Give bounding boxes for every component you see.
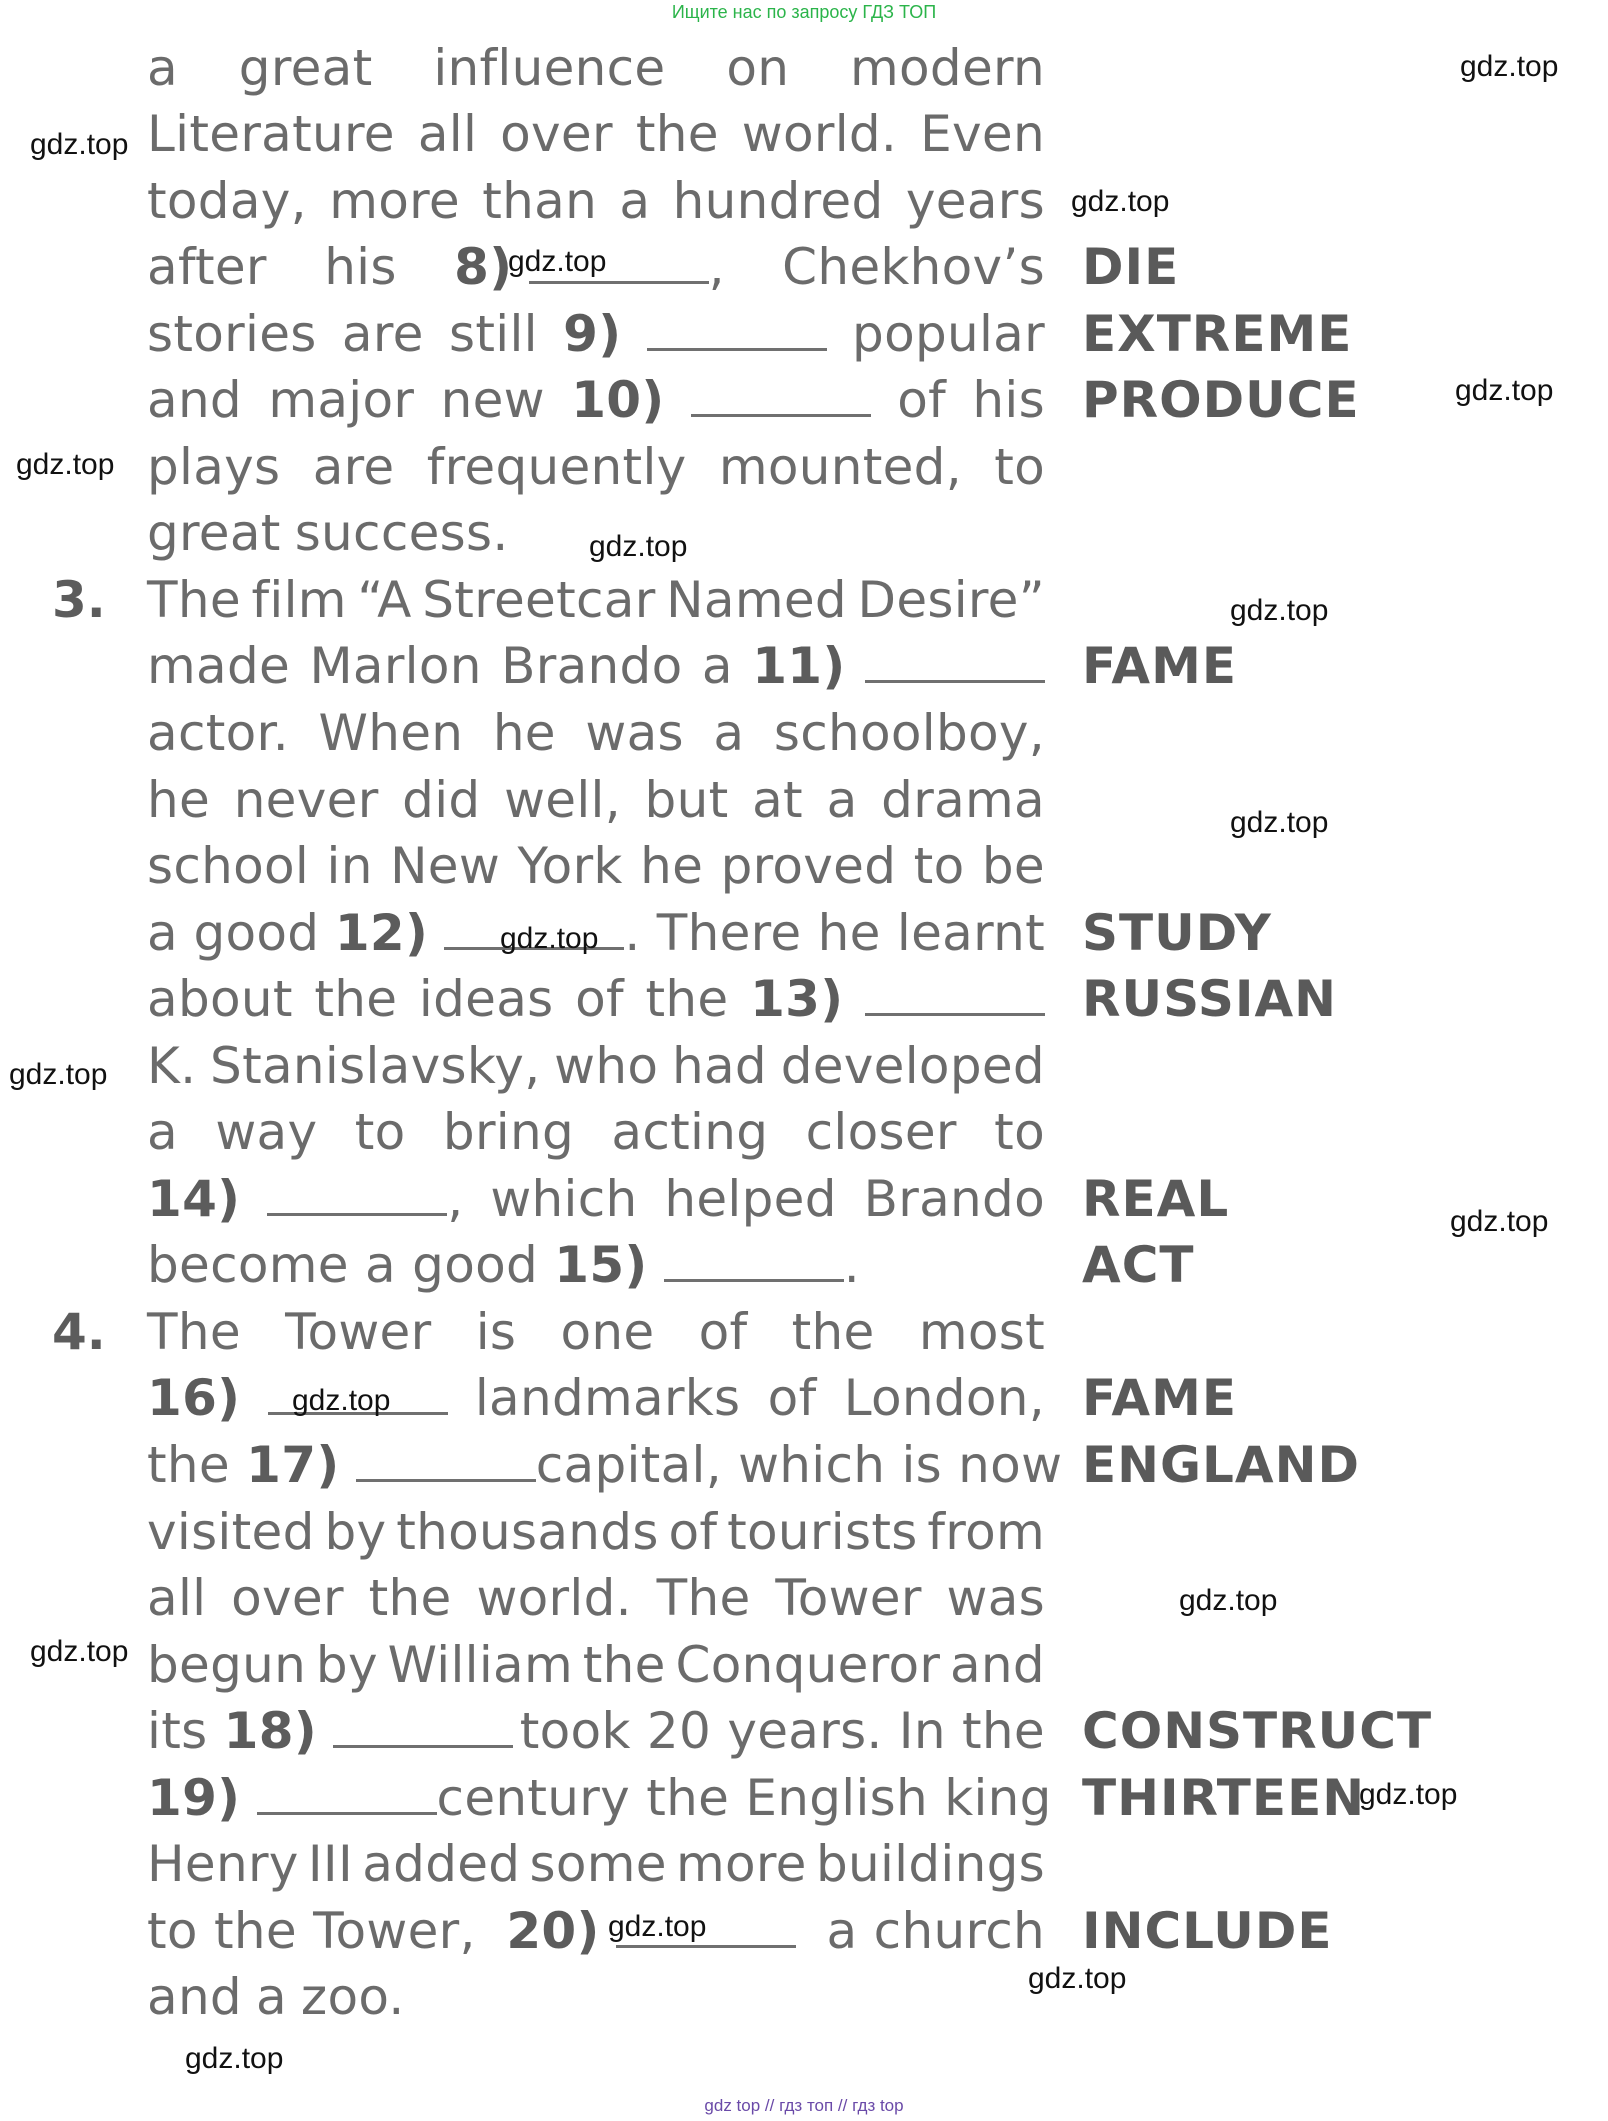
word: on bbox=[726, 39, 790, 97]
word: the bbox=[582, 1636, 666, 1694]
word: was bbox=[946, 1569, 1045, 1627]
word: New bbox=[390, 837, 501, 895]
text-line-2 bbox=[147, 104, 1045, 164]
word: influence bbox=[433, 39, 666, 97]
text-line-18 bbox=[147, 1169, 1045, 1229]
word: the bbox=[314, 970, 398, 1028]
word: mounted, bbox=[718, 438, 962, 496]
word: closer bbox=[805, 1103, 957, 1161]
word: world. bbox=[741, 105, 898, 163]
word: plays bbox=[147, 438, 281, 496]
text-line-7 bbox=[147, 437, 1045, 497]
word: all bbox=[147, 1569, 207, 1627]
answer-blank-18[interactable] bbox=[333, 1701, 513, 1748]
word: over bbox=[231, 1569, 344, 1627]
word: he bbox=[640, 837, 704, 895]
word: more bbox=[676, 1835, 807, 1893]
answer-blank-13[interactable] bbox=[865, 969, 1045, 1016]
text-line-5 bbox=[147, 304, 1045, 364]
punctuation: , bbox=[447, 1170, 464, 1228]
word: Tower bbox=[285, 1303, 432, 1361]
answer-blank-11[interactable] bbox=[865, 636, 1045, 683]
word: “A bbox=[357, 571, 412, 629]
watermark: gdz.top bbox=[185, 2042, 284, 2075]
text-fragment: a church bbox=[826, 1902, 1045, 1960]
watermark: gdz.top bbox=[1179, 1584, 1278, 1617]
gap-number: 11) bbox=[752, 637, 846, 695]
word: The bbox=[656, 1569, 751, 1627]
word: had bbox=[671, 1037, 767, 1095]
word: one bbox=[560, 1303, 655, 1361]
word: Stanislavsky, bbox=[210, 1037, 541, 1095]
text-line-16 bbox=[147, 1036, 1045, 1096]
word: about bbox=[147, 970, 293, 1028]
keyword-produce: PRODUCE bbox=[1082, 371, 1360, 429]
word: its bbox=[147, 1702, 208, 1760]
word: film bbox=[251, 571, 347, 629]
text-fragment: to the Tower, bbox=[147, 1902, 476, 1960]
word: acting bbox=[611, 1103, 769, 1161]
watermark: gdz.top bbox=[1359, 1778, 1458, 1811]
watermark: gdz.top bbox=[1071, 185, 1170, 218]
gap-number: 20) bbox=[506, 1902, 600, 1960]
word: well, bbox=[504, 771, 621, 829]
word: some bbox=[529, 1835, 667, 1893]
word: Streetcar bbox=[422, 571, 656, 629]
text-fragment: become a good bbox=[147, 1236, 539, 1294]
watermark: gdz.top bbox=[292, 1384, 391, 1417]
text-line-13 bbox=[147, 836, 1045, 896]
word: Brando bbox=[863, 1170, 1045, 1228]
watermark: gdz.top bbox=[30, 1635, 129, 1668]
gap-18 bbox=[147, 1701, 513, 1761]
text-line-29 bbox=[147, 1901, 1045, 1961]
word: but bbox=[644, 771, 729, 829]
word: great bbox=[147, 504, 281, 562]
word: zoo. bbox=[300, 1968, 405, 2026]
word: the bbox=[645, 970, 729, 1028]
word: Henry bbox=[147, 1835, 299, 1893]
word: was bbox=[585, 704, 684, 762]
text-line-10 bbox=[147, 636, 1045, 696]
word: success. bbox=[294, 504, 509, 562]
gap-12 bbox=[335, 903, 1045, 963]
word: who bbox=[554, 1037, 659, 1095]
top-banner[interactable]: Ищите нас по запросу ГДЗ ТОП bbox=[671, 2, 937, 22]
exercise-number-3: 3. bbox=[52, 571, 106, 629]
answer-blank-17[interactable] bbox=[356, 1435, 536, 1482]
word: his bbox=[972, 371, 1045, 429]
text-line-30 bbox=[147, 1967, 1045, 2027]
gap-number: 10) bbox=[571, 371, 665, 429]
word: to bbox=[994, 438, 1045, 496]
word: be bbox=[981, 837, 1045, 895]
punctuation: , bbox=[708, 238, 725, 296]
word: the bbox=[368, 1569, 452, 1627]
word: all bbox=[417, 105, 478, 163]
word: stories bbox=[147, 305, 317, 363]
word: of bbox=[698, 1303, 748, 1361]
word: than bbox=[482, 172, 598, 230]
word: of bbox=[767, 1369, 817, 1427]
text-fragment: century the English king bbox=[436, 1769, 1052, 1827]
word: of bbox=[668, 1503, 718, 1561]
word: at bbox=[752, 771, 803, 829]
word: Marlon bbox=[309, 637, 482, 695]
word: added bbox=[362, 1835, 521, 1893]
text-fragment: . There he learnt bbox=[624, 904, 1045, 962]
word: Even bbox=[920, 105, 1045, 163]
gap-number: 18) bbox=[223, 1702, 317, 1760]
word: a bbox=[255, 1968, 287, 2026]
word: is bbox=[475, 1303, 517, 1361]
word: popular bbox=[852, 305, 1045, 363]
word: thousands bbox=[396, 1503, 659, 1561]
word: way bbox=[215, 1103, 318, 1161]
watermark: gdz.top bbox=[589, 530, 688, 563]
watermark: gdz.top bbox=[1230, 594, 1329, 627]
word: years bbox=[905, 172, 1045, 230]
watermark: gdz.top bbox=[16, 448, 115, 481]
word: landmarks bbox=[474, 1369, 741, 1427]
word: school bbox=[147, 837, 310, 895]
word: ideas bbox=[418, 970, 554, 1028]
word: are bbox=[341, 305, 424, 363]
text-line-27 bbox=[147, 1768, 1052, 1828]
word: never bbox=[233, 771, 379, 829]
word: the bbox=[791, 1303, 875, 1361]
watermark: gdz.top bbox=[9, 1058, 108, 1091]
word: Tower bbox=[775, 1569, 922, 1627]
bottom-banner[interactable]: gdz top // гдз топ // гдз top bbox=[704, 2096, 904, 2115]
word: to bbox=[994, 1103, 1045, 1161]
exercise-number-4: 4. bbox=[52, 1303, 106, 1361]
watermark: gdz.top bbox=[1028, 1962, 1127, 1995]
text-line-24 bbox=[147, 1568, 1045, 1628]
keyword-fame: FAME bbox=[1082, 637, 1238, 695]
word: he bbox=[147, 771, 211, 829]
word: a bbox=[147, 39, 178, 97]
word: Chekhov’s bbox=[782, 238, 1045, 296]
word: modern bbox=[850, 39, 1045, 97]
word: great bbox=[238, 39, 373, 97]
word: which bbox=[490, 1170, 638, 1228]
word: and bbox=[147, 1968, 242, 2026]
gap-number: 12) bbox=[334, 904, 429, 962]
watermark: gdz.top bbox=[1460, 50, 1559, 83]
word: Desire” bbox=[857, 571, 1045, 629]
word: more bbox=[329, 172, 460, 230]
word: and bbox=[949, 1636, 1045, 1694]
word: to bbox=[913, 837, 965, 895]
word: actor. bbox=[147, 704, 289, 762]
word: today, bbox=[147, 172, 307, 230]
word: the bbox=[635, 105, 719, 163]
word: a bbox=[713, 704, 745, 762]
word: world. bbox=[476, 1569, 632, 1627]
gap-17 bbox=[147, 1435, 536, 1495]
word: hundred bbox=[672, 172, 884, 230]
word: developed bbox=[780, 1037, 1045, 1095]
text-line-12 bbox=[147, 770, 1045, 830]
keyword-england: ENGLAND bbox=[1082, 1436, 1360, 1494]
gap-number: 19) bbox=[147, 1769, 241, 1827]
keyword-thirteen: THIRTEEN bbox=[1082, 1769, 1366, 1827]
text-line-23 bbox=[147, 1502, 1045, 1562]
keyword-act: ACT bbox=[1082, 1236, 1195, 1294]
watermark: gdz.top bbox=[1455, 374, 1554, 407]
keyword-russian: RUSSIAN bbox=[1082, 970, 1338, 1028]
word: drama bbox=[881, 771, 1045, 829]
word: London, bbox=[843, 1369, 1045, 1427]
gap-number: 8) bbox=[454, 238, 513, 296]
keyword-construct: CONSTRUCT bbox=[1082, 1702, 1433, 1760]
text-line-1 bbox=[147, 38, 1045, 98]
word: buildings bbox=[815, 1835, 1045, 1893]
word: major bbox=[268, 371, 415, 429]
word: and bbox=[147, 371, 242, 429]
text-fragment: took 20 years. In the bbox=[519, 1702, 1045, 1760]
word: he bbox=[492, 704, 556, 762]
text-line-15 bbox=[147, 969, 1045, 1029]
word: after bbox=[147, 238, 267, 296]
text-line-19 bbox=[147, 1235, 1045, 1295]
word: in bbox=[326, 837, 373, 895]
word: K. bbox=[147, 1037, 197, 1095]
word: of bbox=[897, 371, 947, 429]
gap-number: 9) bbox=[563, 305, 622, 363]
word: The bbox=[147, 1303, 241, 1361]
word: his bbox=[324, 238, 397, 296]
word: a bbox=[826, 771, 858, 829]
gap-14 bbox=[267, 1169, 463, 1229]
word: tourists bbox=[727, 1503, 918, 1561]
punctuation: . bbox=[843, 1236, 860, 1294]
word: Literature bbox=[147, 105, 395, 163]
keyword-die: DIE bbox=[1082, 238, 1180, 296]
word: York bbox=[517, 837, 623, 895]
text-line-28 bbox=[147, 1834, 1045, 1894]
word: to bbox=[354, 1103, 406, 1161]
word: When bbox=[318, 704, 464, 762]
watermark: gdz.top bbox=[608, 1910, 707, 1943]
text-line-11 bbox=[147, 703, 1045, 763]
word: by bbox=[315, 1636, 378, 1694]
text-line-21 bbox=[147, 1368, 1045, 1428]
keyword-study: STUDY bbox=[1082, 904, 1272, 962]
keyword-extreme: EXTREME bbox=[1082, 305, 1353, 363]
text-line-9 bbox=[147, 570, 1045, 630]
keyword-real: REAL bbox=[1082, 1170, 1230, 1228]
text-line-22 bbox=[147, 1435, 1063, 1495]
gap-number: 14) bbox=[147, 1170, 241, 1228]
gap-number: 13) bbox=[750, 970, 844, 1028]
word: a bbox=[147, 904, 178, 962]
word: Brando bbox=[501, 637, 683, 695]
word: visited bbox=[147, 1503, 315, 1561]
watermark: gdz.top bbox=[500, 922, 599, 955]
answer-blank-14[interactable] bbox=[267, 1169, 447, 1216]
word: Named bbox=[666, 571, 847, 629]
gap-number: 15) bbox=[554, 1236, 648, 1294]
word: a bbox=[701, 637, 733, 695]
answer-blank-10[interactable] bbox=[691, 370, 871, 417]
word: still bbox=[449, 305, 538, 363]
word: begun bbox=[147, 1636, 307, 1694]
word: over bbox=[500, 105, 613, 163]
word: did bbox=[402, 771, 481, 829]
word: William bbox=[387, 1636, 573, 1694]
word: of bbox=[575, 970, 624, 1028]
text-line-17 bbox=[147, 1102, 1045, 1162]
gap-number: 17) bbox=[246, 1436, 340, 1494]
text-line-25 bbox=[147, 1635, 1045, 1695]
watermark: gdz.top bbox=[1450, 1205, 1549, 1238]
word: new bbox=[440, 371, 545, 429]
text-fragment: capital, which is now bbox=[535, 1436, 1063, 1494]
word: bring bbox=[442, 1103, 575, 1161]
watermark: gdz.top bbox=[508, 245, 607, 278]
word: a bbox=[147, 1103, 178, 1161]
text-line-6 bbox=[147, 370, 1045, 430]
text-line-20 bbox=[147, 1302, 1045, 1362]
gap-19 bbox=[147, 1768, 437, 1828]
keyword-include: INCLUDE bbox=[1082, 1902, 1333, 1960]
word: Conqueror bbox=[675, 1636, 941, 1694]
gap-number: 16) bbox=[147, 1369, 241, 1427]
answer-blank-9[interactable] bbox=[647, 304, 827, 351]
word: made bbox=[147, 637, 291, 695]
word: proved bbox=[720, 837, 897, 895]
watermark: gdz.top bbox=[1230, 806, 1329, 839]
word: III bbox=[307, 1835, 354, 1893]
word: from bbox=[927, 1503, 1045, 1561]
word: schoolboy, bbox=[773, 704, 1045, 762]
word: by bbox=[324, 1503, 387, 1561]
answer-blank-19[interactable] bbox=[257, 1768, 437, 1815]
word: helped bbox=[664, 1170, 837, 1228]
word: the bbox=[147, 1436, 230, 1494]
text-line-26 bbox=[147, 1701, 1045, 1761]
word: are bbox=[312, 438, 395, 496]
word: The bbox=[147, 571, 241, 629]
watermark: gdz.top bbox=[30, 128, 129, 161]
text-line-3 bbox=[147, 171, 1045, 231]
word: good bbox=[193, 904, 320, 962]
keyword-fame-2: FAME bbox=[1082, 1369, 1238, 1427]
answer-blank-15[interactable] bbox=[664, 1235, 844, 1282]
word: frequently bbox=[426, 438, 687, 496]
word: a bbox=[619, 172, 651, 230]
word: most bbox=[918, 1303, 1045, 1361]
